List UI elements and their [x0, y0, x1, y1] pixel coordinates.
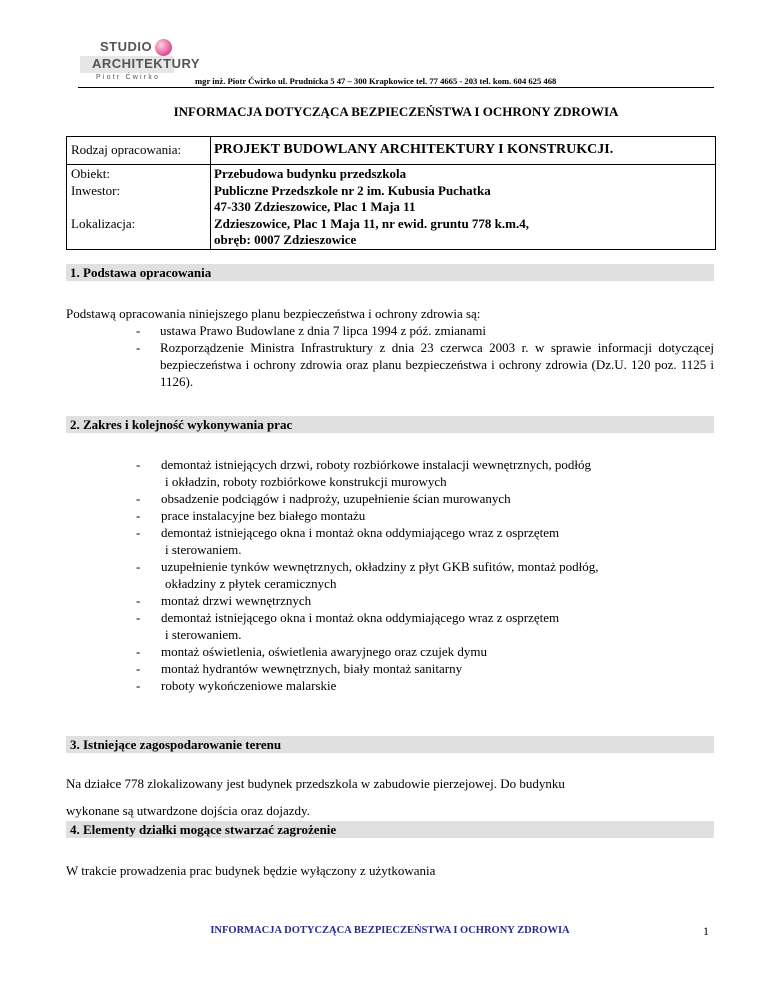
list-item: - roboty wykończeniowe malarskie: [136, 678, 337, 693]
project-info-table: [66, 136, 716, 250]
section-4-heading: 4. Elementy działki mogące stwarzać zagrożenie: [66, 821, 714, 838]
list-item: - obsadzenie podciągów i nadproży, uzupełnienie ścian murowanych: [136, 491, 511, 506]
type-value: PROJEKT BUDOWLANY ARCHITEKTURY I KONSTRUKCJI.: [214, 142, 614, 157]
section-2-heading: 2. Zakres i kolejność wykonywania prac: [66, 416, 714, 433]
object-label: Obiekt:: [71, 166, 110, 181]
list-item: - uzupełnienie tynków wewnętrznych, okładziny z płyt GKB sufitów, montaż podłóg, okładziny z płytek ceramicznych: [136, 559, 599, 591]
list-item: - montaż drzwi wewnętrznych: [136, 593, 312, 608]
list-item: - montaż hydrantów wewnętrznych, biały montaż sanitarny: [136, 661, 463, 676]
label-spacer: [71, 199, 210, 216]
document-title: INFORMACJA DOTYCZĄCA BEZPIECZEŃSTWA I OCHRONY ZDROWIA: [173, 104, 619, 119]
info-row-details: [67, 164, 715, 249]
list-item: - montaż oświetlenia, oświetlenia awaryjnego oraz czujek dymu: [136, 644, 487, 659]
section-1-list: [136, 322, 714, 390]
list-item: - ustawa Prawo Budowlane z dnia 7 lipca 1994 z póź. zmianami: [136, 323, 486, 338]
investor-value-name: Publiczne Przedszkole nr 2 im. Kubusia Puchatka: [214, 182, 491, 198]
logo-author-text: Piotr Ćwirko: [96, 74, 161, 81]
location-label: Lokalizacja:: [71, 215, 136, 231]
investor-value-address: 47-330 Zdzieszowice, Plac 1 Maja 11: [214, 199, 416, 214]
list-item: - demontaż istniejącego okna i montaż okna oddymiającego wraz z osprzętem i sterowaniem.: [136, 610, 560, 642]
object-value: Przebudowa budynku przedszkola: [214, 166, 407, 181]
info-row-type: [67, 137, 715, 164]
studio-logo: [80, 39, 201, 83]
details-values: [211, 165, 715, 249]
list-item: - demontaż istniejących drzwi, roboty rozbiórkowe instalacji wewnętrznych, podłóg i okładzin, roboty rozbiórkowe konstrukcji murowych: [136, 457, 591, 489]
location-value: Zdzieszowice, Plac 1 Maja 11, nr ewid. gruntu 778 k.m.4,: [214, 215, 529, 231]
type-label: Rodzaj opracowania:: [67, 137, 211, 164]
location-value-precinct: obręb: 0007 Zdzieszowice: [214, 232, 357, 247]
list-item: - Rozporządzenie Ministra Infrastruktury z dnia 23 czerwca 2003 r. w sprawie informacji dotyczącej bezpieczeństwa i ochrony zdrowia oraz planu bezpieczeństwa i ochrony zdrowia (Dz.U. 120 poz. 1125 i 1126).: [136, 340, 714, 389]
page-number: 1: [703, 924, 709, 938]
section-2-list: [136, 456, 714, 694]
section-3-line-1: Na działce 778 zlokalizowany jest budynek przedszkola w zabudowie pierzejowej. Do budynku: [66, 776, 565, 791]
page-footer: INFORMACJA DOTYCZĄCA BEZPIECZEŃSTWA I OCHRONY ZDROWIA: [210, 925, 570, 936]
dash-bullet: -: [136, 323, 141, 338]
dash-bullet: -: [136, 340, 141, 355]
logo-circle-icon: [155, 39, 172, 56]
investor-label: Inwestor:: [71, 182, 121, 198]
section-3-heading: 3. Istniejące zagospodarowanie terenu: [66, 736, 714, 753]
section-1-intro: Podstawą opracowania niniejszego planu bezpieczeństwa i ochrony zdrowia są:: [66, 306, 481, 321]
section-4-text: W trakcie prowadzenia prac budynek będzie wyłączony z użytkowania: [66, 863, 436, 878]
list-item: - prace instalacyjne bez białego montażu: [136, 508, 366, 523]
logo-studio-text: STUDIO: [100, 39, 153, 54]
list-item: - demontaż istniejącego okna i montaż okna oddymiającego wraz z osprzętem i sterowaniem.: [136, 525, 560, 557]
header-contact-info: mgr inż. Piotr Ćwirko ul. Prudnicka 5 47 – 300 Krapkowice tel. 77 4665 - 203 tel. kom. 604 625 468: [195, 76, 557, 86]
section-3-text: [66, 770, 714, 824]
section-1-heading: 1. Podstawa opracowania: [66, 264, 714, 281]
logo-architektury-text: ARCHITEKTURY: [92, 56, 201, 71]
header-divider: [78, 87, 714, 88]
details-labels: [67, 165, 211, 249]
section-3-line-2: wykonane są utwardzone dojścia oraz dojazdy.: [66, 803, 310, 818]
